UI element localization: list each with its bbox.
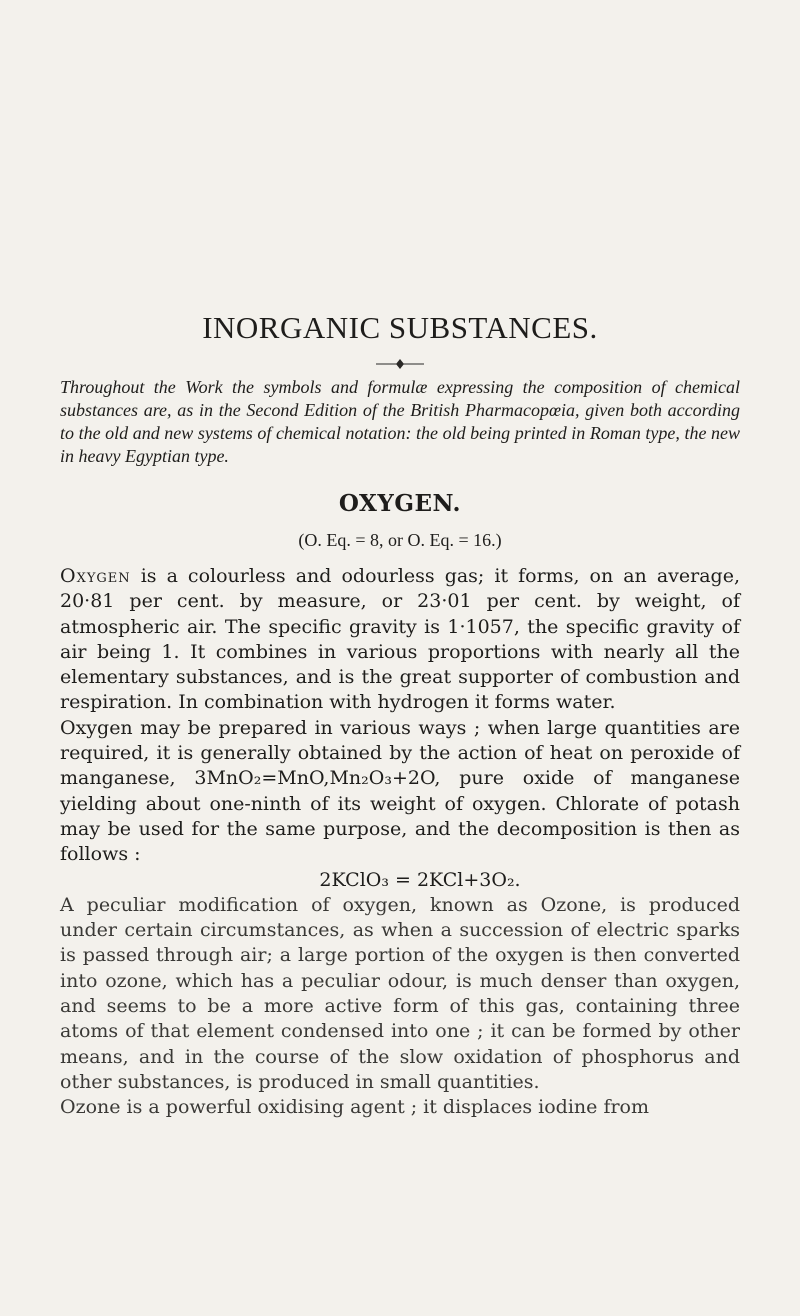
- paragraph-lead: Oxygen: [60, 565, 131, 587]
- page-title: INORGANIC SUBSTANCES.: [202, 310, 598, 345]
- body-text: [60, 564, 740, 1121]
- paragraph-2: Oxygen may be prepared in various ways ; when large quantities are required, it is generally obtained by the action of heat on peroxide of manganese, 3MnO₂=MnO,Mn₂O₃+2O, pure oxide of manganese yielding about one-ninth of its weight of oxygen. Chlorate of potash may be used for the same purpose, and the decomposition is then as follows :: [60, 716, 740, 866]
- paragraph-3: A peculiar modification of oxygen, known as Ozone, is produced under certain circumstances, as when a succession of electric sparks is passed through air; a large portion of the oxygen is then converted into ozone, which has a peculiar odour, is much denser than oxygen, and seems to be a more active form of this gas, containing three atoms of that element condensed into one ; it can be formed by other means, and in the course of the slow oxidation of phosphorus and other substances, is produced in small quantities.: [60, 893, 740, 1093]
- equivalent-weight: (O. Eq. = 8, or O. Eq. = 16.): [298, 530, 502, 550]
- section-heading: OXYGEN.: [338, 490, 462, 517]
- paragraph-1: [60, 564, 740, 716]
- paragraph-4: Ozone is a powerful oxidising agent ; it displaces iodine from: [60, 1096, 650, 1119]
- paragraph-1-text: is a colourless and odourless gas; it forms, on an average, 20·81 per cent. by measure, or 23·01 per cent. by weight, of atmospheric air. The specific gravity is 1·1057, the specific gravity of air being 1. It combines in various proportions with nearly all the elementary substances, and is the great supporter of combustion and respiration. In combination with hydrogen it forms water.: [60, 565, 740, 714]
- chemical-equation: 2KClO₃ = 2KCl+3O₂.: [319, 868, 521, 891]
- notation-intro: Throughout the Work the symbols and formulæ expressing the composition of chemical substances are, as in the Second Edition of the British Pharmacopœia, given both according to the old and new systems of chemical notation: the old being printed in Roman type, the new in heavy Egyptian type.: [60, 377, 740, 466]
- diamond-rule-ornament: [370, 358, 430, 370]
